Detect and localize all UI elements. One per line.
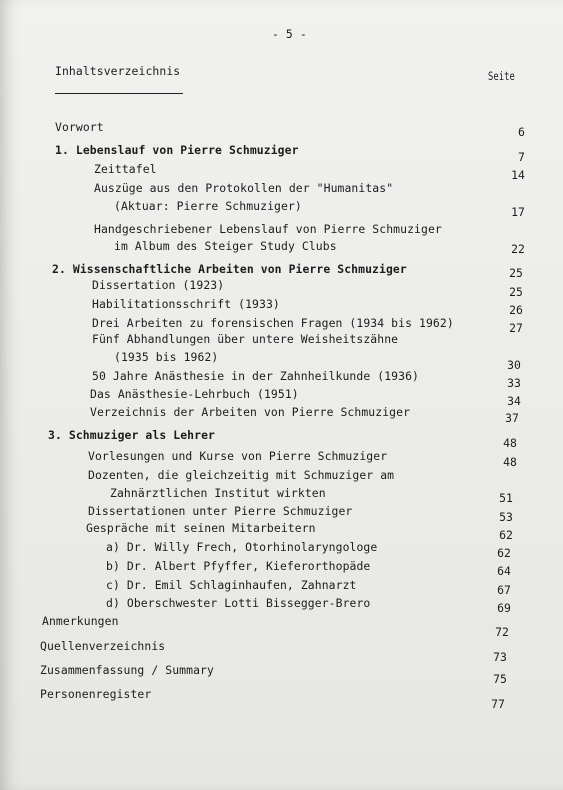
toc-entry-zeittafel: Zeittafel (94, 162, 157, 176)
toc-page-dozenten: 51 (499, 491, 513, 505)
toc-entry-dozenten-line1: Dozenten, die gleichzeitig mit Schmuziger am (88, 468, 395, 482)
toc-entry-vorwort: Vorwort (55, 120, 104, 134)
toc-page-verzeichnis: 37 (505, 411, 519, 425)
toc-page-handschrift: 22 (511, 242, 525, 256)
toc-page-gespraeche: 62 (499, 528, 513, 542)
toc-page-quellen: 73 (493, 650, 507, 664)
section-2-page: 25 (509, 266, 523, 280)
toc-page-zeittafel: 14 (511, 168, 525, 182)
toc-entry-lehrbuch: Das Anästhesie-Lehrbuch (1951) (90, 387, 299, 401)
toc-entry-verzeichnis: Verzeichnis der Arbeiten von Pierre Schmuziger (90, 405, 411, 419)
toc-heading: Inhaltsverzeichnis (55, 64, 181, 78)
section-3-page: 48 (503, 436, 517, 450)
toc-page-habilitation: 26 (509, 303, 523, 317)
toc-page-personen: 77 (491, 697, 505, 711)
toc-entry-vorlesungen: Vorlesungen und Kurse von Pierre Schmuziger (88, 449, 388, 463)
toc-entry-weisheit-line2: (1935 bis 1962) (114, 350, 219, 364)
heading-underline (55, 93, 183, 94)
toc-entry-dissertationen: Dissertationen unter Pierre Schmuziger (88, 504, 353, 518)
toc-page-lehrbuch: 34 (507, 394, 521, 408)
toc-page-subentry-b: 64 (497, 564, 511, 578)
toc-page-subentry-a: 62 (497, 546, 511, 560)
section-1-title: 1. Lebenslauf von Pierre Schmuziger (55, 143, 299, 157)
seite-label: Seite (488, 69, 515, 83)
toc-page-subentry-c: 67 (497, 583, 511, 597)
toc-entry-personen: Personenregister (40, 687, 152, 701)
toc-entry-weisheit-line1: Fünf Abhandlungen über untere Weisheitszähne (92, 332, 399, 346)
toc-entry-protokolle-line1: Auszüge aus den Protokollen der "Humanitas" (94, 181, 394, 195)
toc-subentry-c: c) Dr. Emil Schlaginhaufen, Zahnarzt (106, 578, 357, 592)
toc-entry-dissertation: Dissertation (1923) (92, 278, 225, 292)
toc-entry-habilitation: Habilitationsschrift (1933) (92, 297, 280, 311)
toc-page-zusammenfassung: 75 (493, 672, 507, 686)
section-2-title: 2. Wissenschaftliche Arbeiten von Pierre Schmuziger (52, 262, 407, 276)
section-3-title: 3. Schmuziger als Lehrer (48, 428, 215, 442)
toc-entry-handschrift-line1: Handgeschriebener Lebenslauf von Pierre Schmuziger (94, 222, 442, 236)
toc-entry-protokolle-line2: (Aktuar: Pierre Schmuziger) (114, 199, 302, 213)
toc-page-dissertation: 25 (509, 285, 523, 299)
toc-page-anaesthesie-50: 33 (507, 376, 521, 390)
toc-page-forensisch: 27 (509, 321, 523, 335)
toc-entry-zusammenfassung: Zusammenfassung / Summary (40, 663, 214, 677)
toc-subentry-a: a) Dr. Willy Frech, Otorhinolaryngologe (106, 540, 378, 554)
toc-subentry-b: b) Dr. Albert Pfyffer, Kieferorthopäde (106, 559, 371, 573)
toc-page-vorlesungen: 48 (503, 455, 517, 469)
toc-page-dissertationen: 53 (499, 510, 513, 524)
toc-entry-anaesthesie-50: 50 Jahre Anästhesie in der Zahnheilkunde (1936) (92, 369, 420, 383)
toc-page-protokolle: 17 (511, 205, 525, 219)
toc-entry-forensisch: Drei Arbeiten zu forensischen Fragen (1934 bis 1962) (92, 316, 454, 330)
toc-page-vorwort: 6 (518, 125, 525, 139)
toc-entry-gespraeche: Gespräche mit seinen Mitarbeitern (86, 521, 316, 535)
toc-page-subentry-d: 69 (497, 601, 511, 615)
toc-entry-handschrift-line2: im Album des Steiger Study Clubs (114, 239, 337, 253)
toc-page-weisheit: 30 (507, 358, 521, 372)
page-number: - 5 - (272, 27, 307, 41)
section-1-page: 7 (518, 150, 525, 164)
toc-subentry-d: d) Oberschwester Lotti Bissegger-Brero (106, 596, 371, 610)
toc-entry-dozenten-line2: Zahnärztlichen Institut wirkten (110, 486, 326, 500)
toc-page-anmerkungen: 72 (495, 625, 509, 639)
toc-entry-anmerkungen: Anmerkungen (42, 614, 119, 628)
toc-entry-quellen: Quellenverzeichnis (40, 639, 166, 653)
